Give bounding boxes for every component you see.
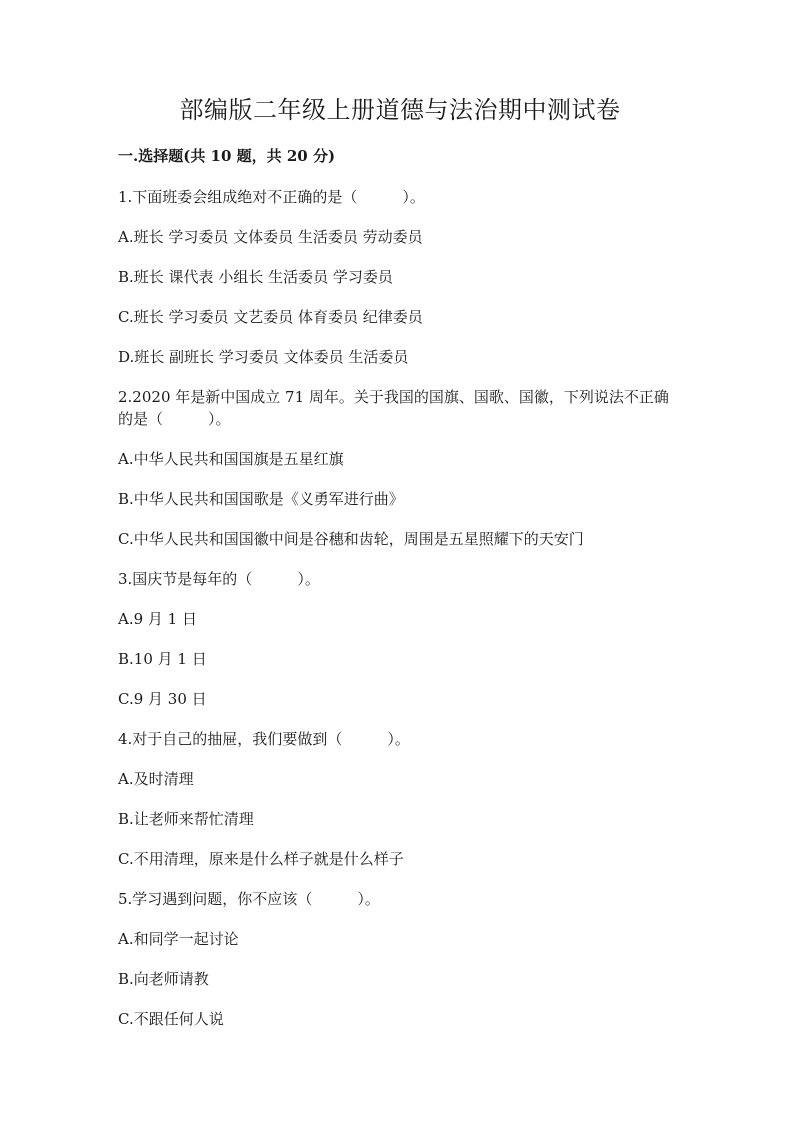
page-title: 部编版二年级上册道德与法治期中测试卷 bbox=[179, 96, 621, 124]
question-5-option-a: A.和同学一起讨论 bbox=[118, 930, 239, 948]
question-5-option-c: C.不跟任何人说 bbox=[118, 1010, 224, 1028]
question-1-option-a: A.班长 学习委员 文体委员 生活委员 劳动委员 bbox=[118, 228, 423, 246]
section-heading: 一.选择题(共 10 题，共 20 分) bbox=[118, 147, 336, 165]
question-5-option-b: B.向老师请教 bbox=[118, 970, 209, 988]
question-4-option-c: C.不用清理，原来是什么样子就是什么样子 bbox=[118, 850, 404, 868]
question-4-stem: 4.对于自己的抽屉，我们要做到（ ）。 bbox=[118, 730, 410, 748]
question-3-stem: 3.国庆节是每年的（ ）。 bbox=[118, 570, 320, 588]
question-4-option-b: B.让老师来帮忙清理 bbox=[118, 810, 254, 828]
question-2-option-a: A.中华人民共和国国旗是五星红旗 bbox=[118, 450, 344, 468]
question-1-option-d: D.班长 副班长 学习委员 文体委员 生活委员 bbox=[118, 348, 409, 366]
question-1-option-b: B.班长 课代表 小组长 生活委员 学习委员 bbox=[118, 268, 393, 286]
question-4-option-a: A.及时清理 bbox=[118, 770, 194, 788]
question-3-option-c: C.9 月 30 日 bbox=[118, 690, 207, 708]
question-1-stem: 1.下面班委会组成绝对不正确的是（ ）。 bbox=[118, 188, 425, 206]
question-2-option-b: B.中华人民共和国国歌是《义勇军进行曲》 bbox=[118, 490, 404, 508]
question-5-stem: 5.学习遇到问题，你不应该（ ）。 bbox=[118, 890, 380, 908]
question-list bbox=[118, 186, 678, 1048]
question-3-option-b: B.10 月 1 日 bbox=[118, 650, 207, 668]
question-2-stem: 2.2020 年是新中国成立 71 周年。关于我国的国旗、国歌、国徽，下列说法不正确的是（ ）。 bbox=[118, 388, 669, 428]
question-2-option-c: C.中华人民共和国国徽中间是谷穗和齿轮，周围是五星照耀下的天安门 bbox=[118, 530, 584, 548]
question-3-option-a: A.9 月 1 日 bbox=[118, 610, 197, 628]
question-1-option-c: C.班长 学习委员 文艺委员 体育委员 纪律委员 bbox=[118, 308, 423, 326]
